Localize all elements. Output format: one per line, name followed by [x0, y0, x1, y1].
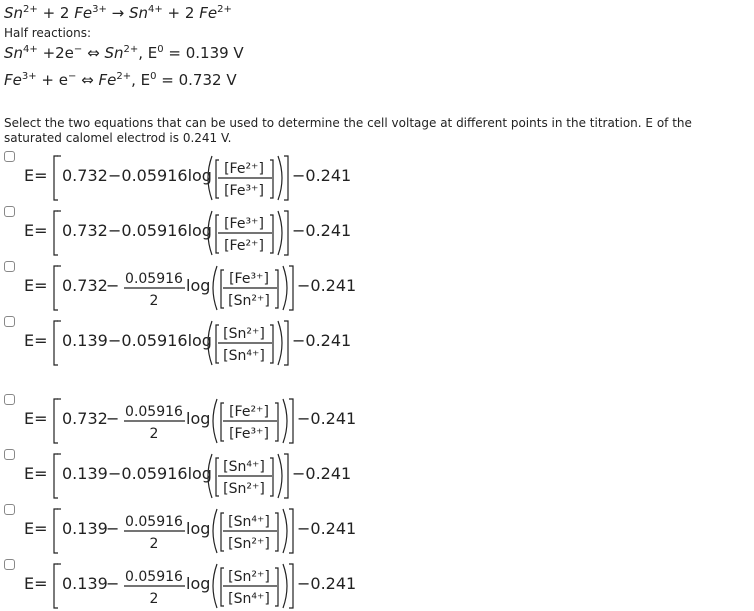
- left-bracket: [54, 321, 58, 365]
- inner-left-bracket: [216, 458, 219, 496]
- left-paren: [213, 266, 217, 310]
- factor-numerator: 0.05916: [125, 404, 183, 420]
- right-bracket: [289, 509, 293, 553]
- inner-left-bracket: [221, 403, 224, 441]
- right-paren: [278, 211, 282, 255]
- right-paren: [278, 321, 282, 365]
- ratio-numerator: [Fe²⁺]: [224, 161, 264, 177]
- log-label: log: [186, 276, 211, 295]
- inner-left-bracket: [221, 513, 224, 551]
- minus-sign: −: [106, 276, 120, 295]
- calomel-term: −0.241: [297, 409, 357, 428]
- nernst-term: −0.05916log: [108, 166, 212, 185]
- ratio-numerator: [Fe²⁺]: [229, 404, 269, 420]
- ratio-numerator: [Sn⁴⁺]: [228, 514, 270, 530]
- inner-left-bracket: [216, 160, 219, 198]
- inner-right-bracket: [275, 403, 278, 441]
- question-text: Select the two equations that can be used to determine the cell voltage at different points in the titration. E of the saturated calomel electrod is 0.241 V.: [4, 116, 692, 145]
- right-paren: [278, 454, 282, 498]
- ratio-numerator: [Sn²⁺]: [228, 569, 270, 585]
- calomel-term: −0.241: [297, 276, 357, 295]
- half-reactions-label: Half reactions:: [4, 26, 92, 40]
- standard-potential: 0.139: [62, 574, 108, 593]
- nernst-term: −0.05916log: [108, 331, 212, 350]
- calomel-term: −0.241: [297, 519, 357, 538]
- factor-numerator: 0.05916: [125, 271, 183, 287]
- right-paren: [283, 399, 287, 443]
- ratio-denominator: [Sn²⁺]: [223, 481, 265, 497]
- overall-reaction: $Sn^{2+} + 2$ $Fe^{3+} \to Sn^{4+} + 2$ $Fe^{2+}$: [4, 4, 232, 22]
- equation-lhs: E=: [24, 331, 48, 350]
- inner-right-bracket: [275, 270, 278, 308]
- ratio-denominator: [Sn²⁺]: [228, 293, 270, 309]
- equation-lhs: E=: [24, 409, 48, 428]
- equation-lhs: E=: [24, 221, 48, 240]
- standard-potential: 0.732: [62, 221, 108, 240]
- factor-denominator: 2: [149, 591, 159, 607]
- half-reaction-tin: $Sn^{4+} +2e^-$ ⇔ $Sn^{2+}$, $E^0 = 0.139$ V: [4, 44, 244, 62]
- left-bracket: [54, 156, 58, 200]
- equation-lhs: E=: [24, 276, 48, 295]
- ratio-numerator: [Sn⁴⁺]: [223, 459, 265, 475]
- left-paren: [213, 564, 217, 608]
- minus-sign: −: [106, 409, 120, 428]
- log-label: log: [186, 409, 211, 428]
- right-bracket: [289, 564, 293, 608]
- minus-sign: −: [106, 519, 120, 538]
- inner-left-bracket: [216, 325, 219, 363]
- inner-right-bracket: [270, 325, 273, 363]
- nernst-term: −0.05916log: [108, 221, 212, 240]
- half-reaction-iron: $Fe^{3+} + e^-$ ⇔ $Fe^{2+}$, $E^0 = 0.732$ V: [4, 71, 237, 89]
- minus-sign: −: [106, 574, 120, 593]
- nernst-term: −0.05916log: [108, 464, 212, 483]
- right-bracket: [284, 454, 288, 498]
- ratio-denominator: [Fe³⁺]: [229, 426, 269, 442]
- option-7-equation: [0, 506, 380, 556]
- ratio-numerator: [Fe³⁺]: [224, 216, 264, 232]
- option-5-equation: [0, 396, 380, 446]
- factor-numerator: 0.05916: [125, 569, 183, 585]
- inner-right-bracket: [270, 458, 273, 496]
- standard-potential: 0.732: [62, 409, 108, 428]
- right-paren: [283, 564, 287, 608]
- standard-potential: 0.139: [62, 464, 108, 483]
- inner-right-bracket: [275, 513, 278, 551]
- equation-lhs: E=: [24, 166, 48, 185]
- option-4-equation: [0, 318, 380, 368]
- option-3-equation: [0, 263, 380, 313]
- equation-lhs: E=: [24, 464, 48, 483]
- ratio-denominator: [Sn⁴⁺]: [228, 591, 270, 607]
- ratio-numerator: [Sn²⁺]: [223, 326, 265, 342]
- ratio-denominator: [Fe²⁺]: [224, 238, 264, 254]
- option-8-equation: [0, 561, 380, 611]
- left-bracket: [54, 211, 58, 255]
- right-bracket: [284, 211, 288, 255]
- ratio-denominator: [Fe³⁺]: [224, 183, 264, 199]
- left-bracket: [54, 509, 58, 553]
- left-bracket: [54, 399, 58, 443]
- left-bracket: [54, 564, 58, 608]
- option-6-equation: [0, 451, 380, 501]
- equation-lhs: E=: [24, 519, 48, 538]
- calomel-term: −0.241: [292, 221, 352, 240]
- right-paren: [278, 156, 282, 200]
- standard-potential: 0.732: [62, 276, 108, 295]
- calomel-term: −0.241: [292, 331, 352, 350]
- left-bracket: [54, 266, 58, 310]
- right-bracket: [289, 266, 293, 310]
- right-paren: [283, 509, 287, 553]
- factor-denominator: 2: [149, 426, 159, 442]
- inner-left-bracket: [221, 270, 224, 308]
- equation-lhs: E=: [24, 574, 48, 593]
- factor-numerator: 0.05916: [125, 514, 183, 530]
- option-1-equation: [0, 153, 380, 203]
- inner-left-bracket: [216, 215, 219, 253]
- factor-denominator: 2: [149, 536, 159, 552]
- right-paren: [283, 266, 287, 310]
- calomel-term: −0.241: [292, 166, 352, 185]
- standard-potential: 0.732: [62, 166, 108, 185]
- left-paren: [213, 399, 217, 443]
- calomel-term: −0.241: [292, 464, 352, 483]
- log-label: log: [186, 519, 211, 538]
- inner-right-bracket: [270, 160, 273, 198]
- right-bracket: [284, 321, 288, 365]
- inner-left-bracket: [221, 568, 224, 606]
- inner-right-bracket: [270, 215, 273, 253]
- left-bracket: [54, 454, 58, 498]
- ratio-denominator: [Sn²⁺]: [228, 536, 270, 552]
- standard-potential: 0.139: [62, 331, 108, 350]
- ratio-numerator: [Fe³⁺]: [229, 271, 269, 287]
- inner-right-bracket: [275, 568, 278, 606]
- ratio-denominator: [Sn⁴⁺]: [223, 348, 265, 364]
- factor-denominator: 2: [149, 293, 159, 309]
- right-bracket: [289, 399, 293, 443]
- log-label: log: [186, 574, 211, 593]
- standard-potential: 0.139: [62, 519, 108, 538]
- calomel-term: −0.241: [297, 574, 357, 593]
- option-2-equation: [0, 208, 380, 258]
- right-bracket: [284, 156, 288, 200]
- left-paren: [213, 509, 217, 553]
